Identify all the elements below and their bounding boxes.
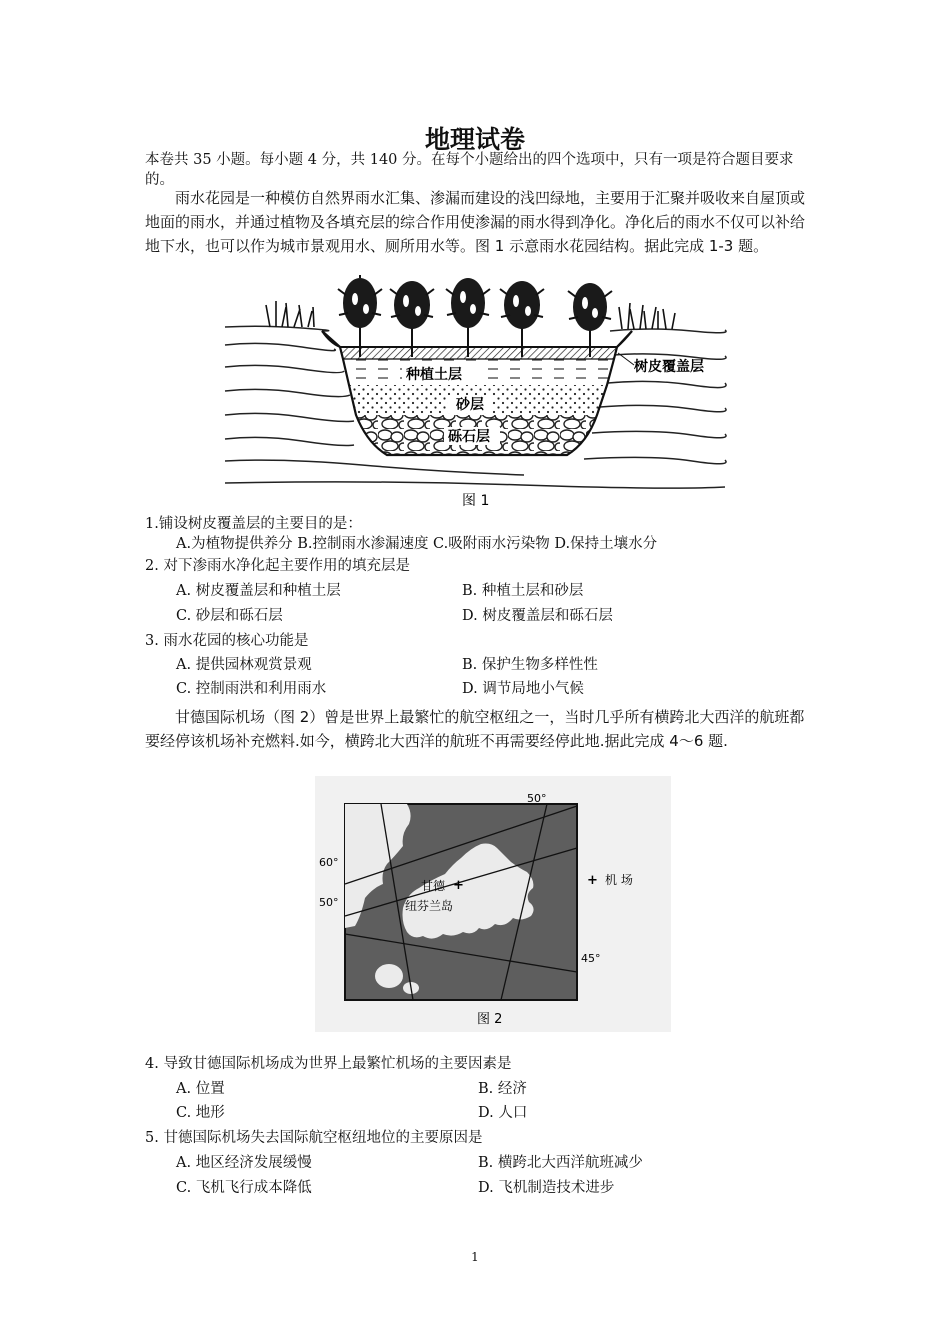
page-title: 地理试卷 [424,125,525,154]
question-2-option-b: B. 种植土层和砂层 [462,583,584,599]
label-gander: 甘德 [421,879,446,893]
airport-marker: + [453,878,464,893]
page-number: 1 [471,1250,479,1264]
intro-text: 本卷共 35 小题。每小题 4 分，共 140 分。在每个小题给出的四个选项中，只有一项是符合题目要求的。 [145,152,794,188]
question-4-stem: 4. 导致甘德国际机场成为世界上最繁忙机场的主要因素是 [145,1056,512,1072]
question-3-option-a: A. 提供园林观赏景观 [176,657,312,673]
question-3-option-d: D. 调节局地小气候 [462,681,584,697]
question-3-option-c: C. 控制雨洪和利用雨水 [176,681,327,697]
question-5-option-a: A. 地区经济发展缓慢 [176,1155,312,1171]
question-5-option-b: B. 横跨北大西洋航班减少 [478,1155,643,1171]
question-2-option-c: C. 砂层和砾石层 [176,608,283,624]
passage-gander-airport: 甘德国际机场（图 2）曾是世界上最繁忙的航空枢纽之一，当时几乎所有横跨北大西洋的航班都要经停该机场补充燃料.如今，横跨北大西洋的航班不再需要经停此地.据此完成 4～6 题. [145,708,805,750]
question-3-stem: 3. 雨水花园的核心功能是 [145,633,309,649]
label-lat-45: 45° [581,952,601,965]
label-sand-layer: 砂层 [456,397,484,413]
question-3-option-b: B. 保护生物多样性性 [462,657,598,673]
legend-airport-label: 机 场 [605,873,633,887]
label-bark-layer: 树皮覆盖层 [634,359,704,375]
figure-2-gander-map [315,776,671,1032]
legend-airport-symbol: + [587,873,598,888]
question-4-option-d: D. 人口 [478,1105,528,1121]
figure-2-caption: 图 2 [477,1012,503,1027]
figure-1-caption: 图 1 [462,493,490,509]
question-1-stem: 1.铺设树皮覆盖层的主要目的是： [145,516,362,532]
question-1-options: A.为植物提供养分 B.控制雨水渗漏速度 C.吸附雨水污染物 D.保持土壤水分 [176,536,658,552]
question-4-option-c: C. 地形 [176,1105,225,1121]
figure-1-rain-garden [222,275,727,515]
label-lat-50-top: 50° [527,792,547,805]
label-lat-60: 60° [319,856,339,869]
passage-rain-garden: 雨水花园是一种模仿自然界雨水汇集、渗漏而建设的浅凹绿地，主要用于汇聚并吸收来自屋顶或地面的雨水，并通过植物及各填充层的综合作用使渗漏的雨水得到净化。净化后的雨水不仅可以补给地下水，也可以作为城市景观用水、厕所用水等。图 1 示意雨水花园结构。据此完成 1-3 题。 [145,189,806,255]
label-gravel-layer: 砾石层 [448,429,490,445]
label-newfoundland: 纽芬兰岛 [405,899,454,913]
question-4-option-a: A. 位置 [176,1081,225,1097]
question-5-option-c: C. 飞机飞行成本降低 [176,1180,312,1196]
question-2-option-d: D. 树皮覆盖层和砾石层 [462,608,613,624]
plants [338,275,612,357]
question-2-option-a: A. 树皮覆盖层和种植土层 [176,583,341,599]
question-5-option-d: D. 飞机制造技术进步 [478,1180,615,1196]
label-soil-layer: 种植土层 [406,367,462,383]
question-4-option-b: B. 经济 [478,1081,527,1097]
label-lat-50-left: 50° [319,896,339,909]
question-5-stem: 5. 甘德国际机场失去国际航空枢纽地位的主要原因是 [145,1130,483,1146]
question-2-stem: 2. 对下渗雨水净化起主要作用的填充层是 [145,558,410,574]
